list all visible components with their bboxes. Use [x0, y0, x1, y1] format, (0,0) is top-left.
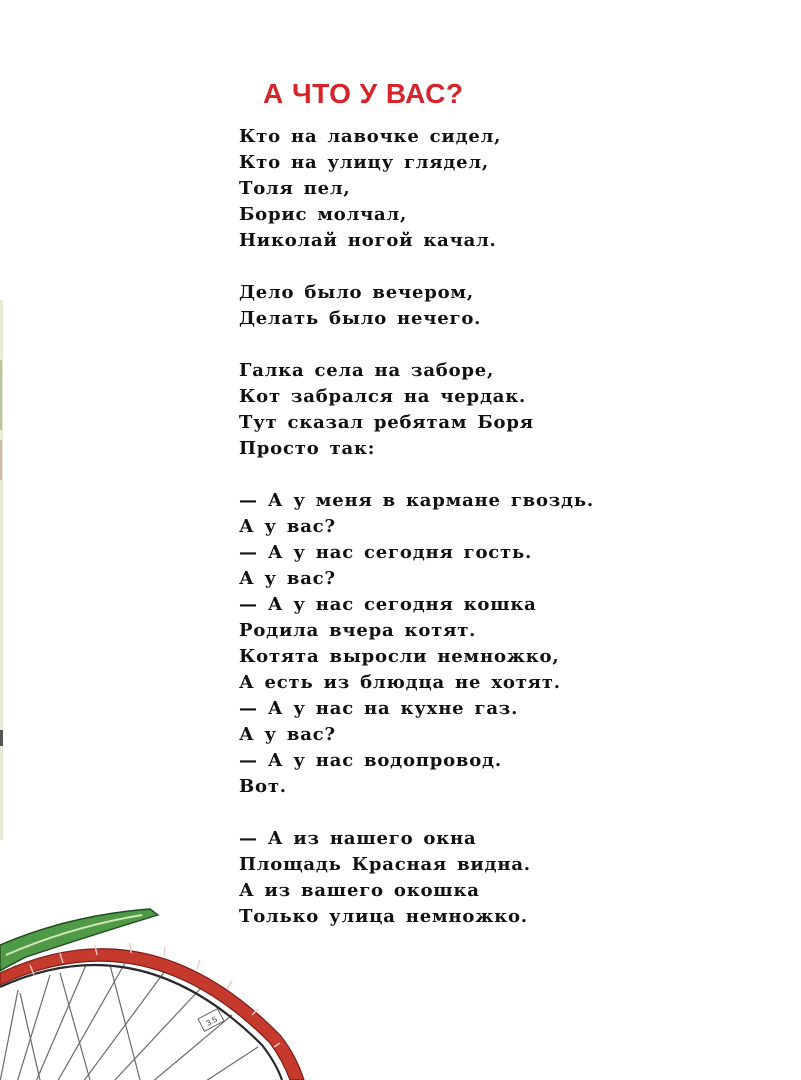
- poem-line: Родила вчера котят.: [239, 620, 477, 641]
- poem-line: Николай ногой качал.: [239, 230, 497, 251]
- poem-line: Просто так:: [239, 438, 376, 459]
- poem-line: — А из нашего окна: [239, 828, 477, 849]
- stanza: [239, 124, 759, 254]
- poem-line: Кто на лавочке сидел,: [239, 126, 502, 147]
- wheel-rim: [0, 965, 282, 1080]
- poem-line: Площадь Красная видна.: [239, 854, 531, 875]
- poem-line: Борис молчал,: [239, 204, 408, 225]
- poem-title: А ЧТО У ВАС?: [263, 78, 464, 109]
- left-edge-illustration: [0, 300, 6, 840]
- poem-line: Кот забрался на чердак.: [239, 386, 527, 407]
- bicycle-wheel-illustration: [0, 905, 330, 1080]
- poem-line: Тут сказал ребятам Боря: [239, 412, 534, 433]
- poem-line: — А у нас водопровод.: [239, 750, 502, 771]
- poem-line: А у вас?: [239, 724, 336, 745]
- poem-line: А у вас?: [239, 568, 336, 589]
- poem-line: А есть из блюдца не хотят.: [239, 672, 561, 693]
- poem-line: А из вашего окошка: [239, 880, 480, 901]
- poem-line: — А у нас сегодня гость.: [239, 542, 533, 563]
- stanza: [239, 280, 759, 332]
- poem-line: — А у меня в кармане гвоздь.: [239, 490, 594, 511]
- poem-line: Делать было нечего.: [239, 308, 482, 329]
- poem-line: — А у нас сегодня кошка: [239, 594, 537, 615]
- poem-line: Кто на улицу глядел,: [239, 152, 489, 173]
- poem-line: Галка села на заборе,: [239, 360, 495, 381]
- poem-line: Толя пел,: [239, 178, 351, 199]
- poem-line: Вот.: [239, 776, 287, 797]
- stanza: [239, 358, 759, 462]
- valve-stamp-text: 3.5: [204, 1014, 219, 1028]
- poem-line: Дело было вечером,: [239, 282, 474, 303]
- poem-line: Котята выросли немножко,: [239, 646, 560, 667]
- stanza: [239, 488, 759, 800]
- poem-body: [239, 124, 759, 956]
- poem-line: Только улица немножко.: [239, 906, 528, 927]
- poem-line: А у вас?: [239, 516, 336, 537]
- valve-stamp: [198, 1009, 224, 1032]
- poem-line: — А у нас на кухне газ.: [239, 698, 519, 719]
